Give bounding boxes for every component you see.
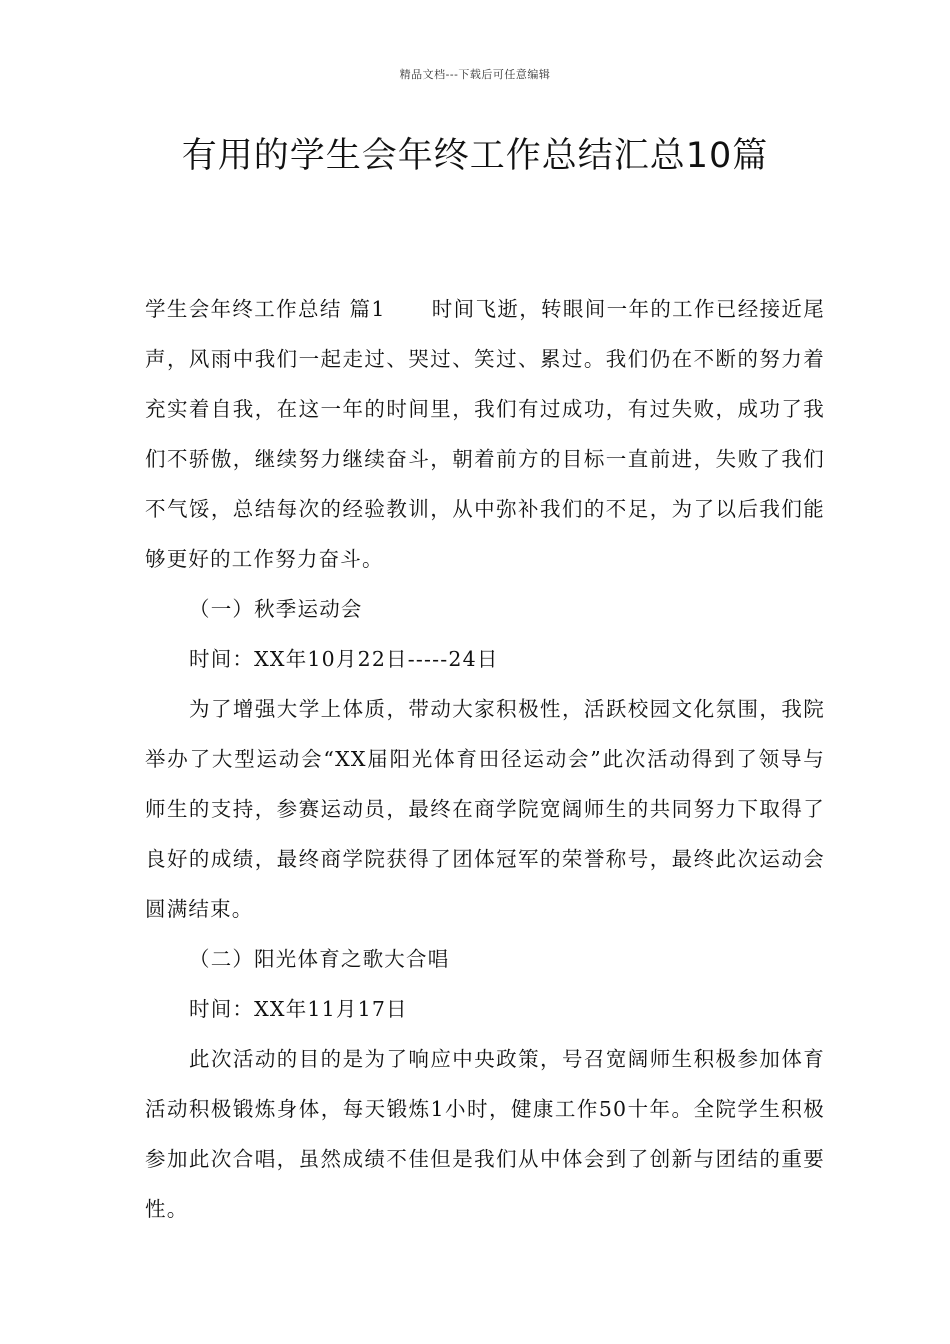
document-title: 有用的学生会年终工作总结汇总10篇 [181, 136, 769, 176]
item1-time: 时间：XX年10月22日-----24日 [189, 647, 499, 671]
item1-heading: （一）秋季运动会 [189, 597, 363, 621]
item2-time: 时间：XX年11月17日 [189, 997, 408, 1021]
intro-text: 时间飞逝，转眼间一年的工作已经接近尾声，风雨中我们一起走过、哭过、笑过、累过。我们仍在不断的努力着充实着自我，在这一年的时间里，我们有过成功，有过失败，成功了我们不骄傲，继续努力继续奋斗，朝着前方的目标一直前进，失败了我们不气馁，总结每次的经验教训，从中弥补我们的不足，为了以后我们能够更好的工作努力奋斗。 [145, 297, 825, 571]
item1-body: 为了增强大学上体质，带动大家积极性，活跃校园文化氛围，我院举办了大型运动会“XX届阳光体育田径运动会”此次活动得到了领导与师生的支持，参赛运动员，最终在商学院宽阔师生的共同努力下取得了良好的成绩，最终商学院获得了团体冠军的荣誉称号，最终此次运动会圆满结束。 [145, 697, 825, 921]
section-heading: 学生会年终工作总结 篇1 [145, 297, 386, 321]
item2-body: 此次活动的目的是为了响应中央政策，号召宽阔师生积极参加体育活动积极锻炼身体，每天锻炼1小时，健康工作50十年。全院学生积极参加此次合唱，虽然成绩不佳但是我们从中体会到了创新与团结的重要性。 [145, 1047, 825, 1221]
document-body [145, 284, 825, 1234]
intro-paragraph [145, 284, 825, 584]
header-note: 精品文档---下载后可任意编辑 [399, 68, 551, 81]
item2-heading: （二）阳光体育之歌大合唱 [189, 947, 450, 971]
